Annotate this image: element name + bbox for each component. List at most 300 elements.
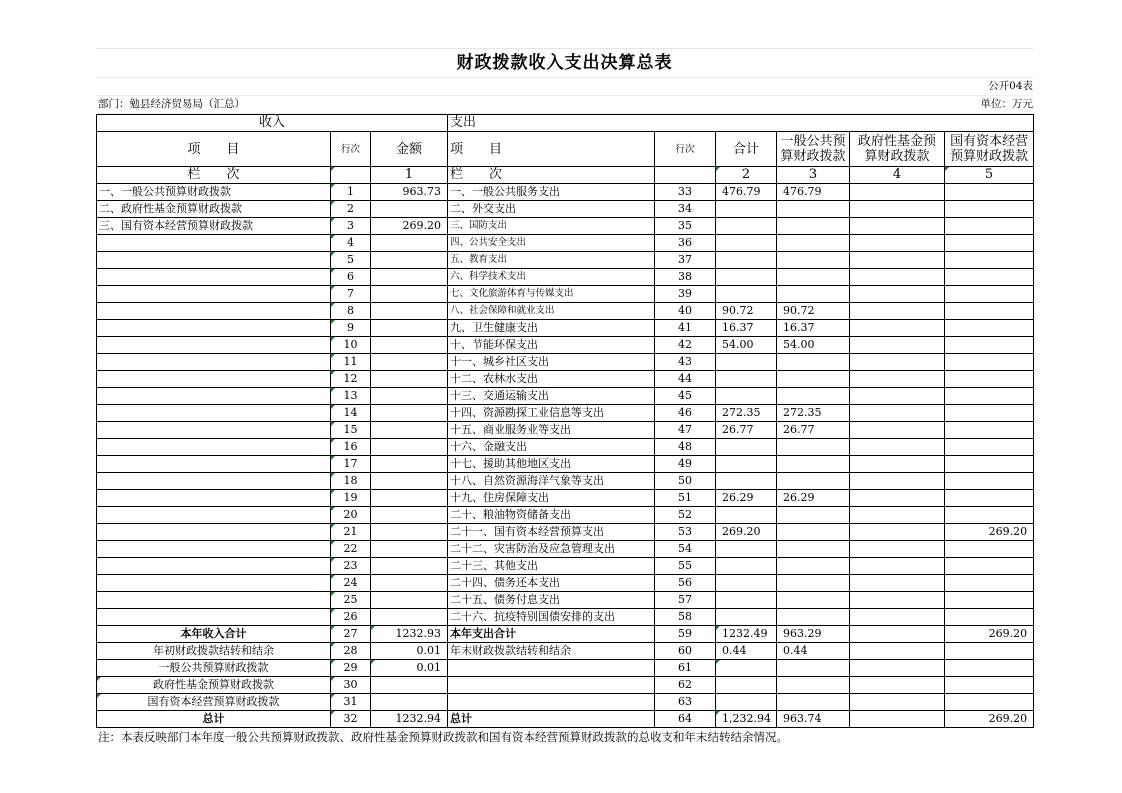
expense-item-header: 项 目	[448, 132, 655, 167]
total-amount	[716, 592, 777, 609]
income-amount	[371, 354, 448, 371]
capital-amount	[945, 303, 1034, 320]
income-amount	[371, 286, 448, 303]
general-amount	[777, 218, 850, 235]
income-line: 25	[331, 592, 371, 609]
expense-item	[448, 677, 655, 694]
income-header: 收入	[97, 115, 448, 132]
table-row	[97, 218, 1034, 235]
expense-item: 六、科学技术支出	[448, 269, 655, 286]
expense-line: 49	[655, 456, 716, 473]
total-amount	[716, 439, 777, 456]
expense-item: 十三、交通运输支出	[448, 388, 655, 405]
income-item	[97, 473, 331, 490]
income-item	[97, 354, 331, 371]
income-line: 15	[331, 422, 371, 439]
expense-line: 57	[655, 592, 716, 609]
capital-amount	[945, 677, 1034, 694]
capital-amount	[945, 354, 1034, 371]
income-line: 4	[331, 235, 371, 252]
income-item: 一般公共预算财政拨款	[97, 660, 331, 677]
general-amount	[777, 541, 850, 558]
table-row	[97, 575, 1034, 592]
income-item: 本年收入合计	[97, 626, 331, 643]
column-1: 1	[371, 167, 448, 184]
fund-amount	[850, 303, 945, 320]
total-amount: 0.44	[716, 643, 777, 660]
expense-item: 三、国防支出	[448, 218, 655, 235]
capital-amount	[945, 405, 1034, 422]
fund-amount	[850, 660, 945, 677]
table-row	[97, 439, 1034, 456]
total-amount	[716, 677, 777, 694]
table-row	[97, 694, 1034, 711]
total-amount	[716, 269, 777, 286]
income-item: 三、国有资本经营预算财政拨款	[97, 218, 331, 235]
expense-item: 四、公共安全支出	[448, 235, 655, 252]
capital-amount	[945, 337, 1034, 354]
capital-amount	[945, 269, 1034, 286]
report-sheet	[96, 48, 1033, 745]
expense-item: 七、文化旅游体育与传媒支出	[448, 286, 655, 303]
capital-amount	[945, 490, 1034, 507]
income-amount	[371, 473, 448, 490]
fund-amount	[850, 218, 945, 235]
total-amount: 269.20	[716, 524, 777, 541]
general-amount	[777, 473, 850, 490]
table-row	[97, 405, 1034, 422]
fund-amount	[850, 609, 945, 626]
income-amount	[371, 422, 448, 439]
unit-label: 单位：万元	[980, 98, 1033, 110]
expense-item: 十、节能环保支出	[448, 337, 655, 354]
expense-item: 二十三、其他支出	[448, 558, 655, 575]
table-row	[97, 677, 1034, 694]
capital-amount	[945, 286, 1034, 303]
capital-amount	[945, 473, 1034, 490]
income-amount-header: 金额	[371, 132, 448, 167]
fund-amount	[850, 558, 945, 575]
fund-amount	[850, 405, 945, 422]
capital-amount	[945, 184, 1034, 201]
income-item	[97, 439, 331, 456]
total-amount	[716, 541, 777, 558]
table-row	[97, 643, 1034, 660]
income-amount	[371, 252, 448, 269]
table-row	[97, 235, 1034, 252]
expense-line: 33	[655, 184, 716, 201]
table-row	[97, 320, 1034, 337]
income-line: 21	[331, 524, 371, 541]
expense-header: 支出	[448, 115, 1034, 132]
income-line: 1	[331, 184, 371, 201]
expense-item: 十五、商业服务业等支出	[448, 422, 655, 439]
capital-amount: 269.20	[945, 711, 1034, 728]
income-amount	[371, 320, 448, 337]
total-amount: 26.77	[716, 422, 777, 439]
form-number: 公开04表	[988, 80, 1033, 92]
budget-table	[96, 114, 1034, 728]
total-amount	[716, 456, 777, 473]
income-line: 24	[331, 575, 371, 592]
income-line: 19	[331, 490, 371, 507]
income-amount	[371, 490, 448, 507]
income-item	[97, 286, 331, 303]
capital-amount	[945, 371, 1034, 388]
capital-amount	[945, 558, 1034, 575]
fund-amount	[850, 643, 945, 660]
expense-line: 48	[655, 439, 716, 456]
fund-amount	[850, 269, 945, 286]
income-amount: 0.01	[371, 643, 448, 660]
income-amount	[371, 609, 448, 626]
table-row	[97, 660, 1034, 677]
column-number-row	[97, 167, 1034, 184]
expense-line: 44	[655, 371, 716, 388]
total-amount	[716, 609, 777, 626]
income-line: 5	[331, 252, 371, 269]
expense-line: 63	[655, 694, 716, 711]
total-amount: 1,232.94	[716, 711, 777, 728]
fund-amount	[850, 371, 945, 388]
income-line: 3	[331, 218, 371, 235]
total-amount	[716, 575, 777, 592]
expense-item: 九、卫生健康支出	[448, 320, 655, 337]
fund-amount	[850, 575, 945, 592]
total-amount: 1232.49	[716, 626, 777, 643]
capital-amount	[945, 575, 1034, 592]
expense-line: 54	[655, 541, 716, 558]
fund-amount	[850, 541, 945, 558]
table-row	[97, 507, 1034, 524]
general-amount	[777, 388, 850, 405]
table-row	[97, 286, 1034, 303]
income-line: 2	[331, 201, 371, 218]
income-line: 32	[331, 711, 371, 728]
total-amount: 54.00	[716, 337, 777, 354]
income-item	[97, 609, 331, 626]
expense-line: 53	[655, 524, 716, 541]
table-row	[97, 490, 1034, 507]
department-row	[96, 96, 1033, 114]
header-row-section	[97, 115, 1034, 132]
total-amount	[716, 507, 777, 524]
expense-item: 十四、资源勘探工业信息等支出	[448, 405, 655, 422]
general-amount: 963.29	[777, 626, 850, 643]
capital-amount: 269.20	[945, 626, 1034, 643]
total-header: 合计	[716, 132, 777, 167]
total-amount: 272.35	[716, 405, 777, 422]
general-amount	[777, 235, 850, 252]
fund-amount	[850, 354, 945, 371]
income-amount: 1232.93	[371, 626, 448, 643]
general-amount	[777, 592, 850, 609]
income-item: 一、一般公共预算财政拨款	[97, 184, 331, 201]
column-5: 5	[945, 167, 1034, 184]
income-item	[97, 541, 331, 558]
income-line: 11	[331, 354, 371, 371]
income-line: 16	[331, 439, 371, 456]
income-item	[97, 592, 331, 609]
expense-item: 十六、金融支出	[448, 439, 655, 456]
income-amount	[371, 388, 448, 405]
fund-amount	[850, 626, 945, 643]
income-item: 年初财政拨款结转和结余	[97, 643, 331, 660]
column-3: 3	[777, 167, 850, 184]
income-line: 20	[331, 507, 371, 524]
total-amount	[716, 218, 777, 235]
capital-amount	[945, 235, 1034, 252]
fund-amount	[850, 473, 945, 490]
general-amount	[777, 439, 850, 456]
general-amount: 26.29	[777, 490, 850, 507]
general-amount	[777, 201, 850, 218]
fund-amount	[850, 201, 945, 218]
capital-amount	[945, 507, 1034, 524]
total-amount	[716, 371, 777, 388]
capital-amount	[945, 609, 1034, 626]
income-line: 18	[331, 473, 371, 490]
table-row	[97, 592, 1034, 609]
income-amount	[371, 303, 448, 320]
general-amount: 90.72	[777, 303, 850, 320]
capital-amount	[945, 218, 1034, 235]
income-line: 7	[331, 286, 371, 303]
table-row	[97, 388, 1034, 405]
general-amount	[777, 286, 850, 303]
income-amount	[371, 507, 448, 524]
capital-amount: 269.20	[945, 524, 1034, 541]
general-amount: 0.44	[777, 643, 850, 660]
general-amount: 963.74	[777, 711, 850, 728]
income-item-header: 项 目	[97, 132, 331, 167]
income-amount: 1232.94	[371, 711, 448, 728]
expense-line: 38	[655, 269, 716, 286]
general-amount	[777, 677, 850, 694]
expense-line: 62	[655, 677, 716, 694]
table-row	[97, 524, 1034, 541]
report-title: 财政拨款收入支出决算总表	[96, 48, 1033, 78]
fund-amount	[850, 490, 945, 507]
income-item	[97, 422, 331, 439]
table-row	[97, 422, 1034, 439]
income-item	[97, 524, 331, 541]
fund-amount	[850, 388, 945, 405]
income-item	[97, 388, 331, 405]
fund-amount	[850, 286, 945, 303]
income-amount	[371, 456, 448, 473]
fund-amount	[850, 677, 945, 694]
total-amount: 26.29	[716, 490, 777, 507]
form-number-row	[96, 78, 1033, 96]
general-amount: 272.35	[777, 405, 850, 422]
total-amount: 476.79	[716, 184, 777, 201]
table-row	[97, 201, 1034, 218]
general-amount	[777, 694, 850, 711]
income-item	[97, 490, 331, 507]
expense-item: 十七、援助其他地区支出	[448, 456, 655, 473]
general-budget-header: 一般公共预算财政拨款	[777, 132, 850, 167]
income-item	[97, 235, 331, 252]
income-amount	[371, 694, 448, 711]
general-amount	[777, 524, 850, 541]
income-item	[97, 252, 331, 269]
fund-amount	[850, 320, 945, 337]
table-row	[97, 371, 1034, 388]
expense-line: 39	[655, 286, 716, 303]
fund-amount	[850, 422, 945, 439]
expense-item	[448, 660, 655, 677]
income-amount: 269.20	[371, 218, 448, 235]
expense-item: 八、社会保障和就业支出	[448, 303, 655, 320]
column-2: 2	[716, 167, 777, 184]
fund-amount	[850, 711, 945, 728]
income-amount: 0.01	[371, 660, 448, 677]
income-line: 23	[331, 558, 371, 575]
expense-item: 二十五、债务付息支出	[448, 592, 655, 609]
expense-line: 47	[655, 422, 716, 439]
income-amount	[371, 371, 448, 388]
total-amount	[716, 252, 777, 269]
expense-item: 二十二、灾害防治及应急管理支出	[448, 541, 655, 558]
table-row	[97, 558, 1034, 575]
expense-line: 52	[655, 507, 716, 524]
capital-amount	[945, 592, 1034, 609]
expense-item: 本年支出合计	[448, 626, 655, 643]
income-line: 29	[331, 660, 371, 677]
general-amount: 26.77	[777, 422, 850, 439]
header-row-columns	[97, 132, 1034, 167]
fund-amount	[850, 184, 945, 201]
income-amount	[371, 677, 448, 694]
table-row	[97, 626, 1034, 643]
expense-item: 五、教育支出	[448, 252, 655, 269]
capital-amount	[945, 694, 1034, 711]
income-line: 27	[331, 626, 371, 643]
expense-item: 二十四、债务还本支出	[448, 575, 655, 592]
capital-amount	[945, 660, 1034, 677]
table-row	[97, 456, 1034, 473]
general-amount	[777, 252, 850, 269]
expense-line: 58	[655, 609, 716, 626]
income-item	[97, 320, 331, 337]
expense-item: 十八、自然资源海洋气象等支出	[448, 473, 655, 490]
capital-amount	[945, 456, 1034, 473]
expense-item: 二十、粮油物资储备支出	[448, 507, 655, 524]
total-amount	[716, 201, 777, 218]
income-line: 6	[331, 269, 371, 286]
expense-line: 51	[655, 490, 716, 507]
income-item	[97, 303, 331, 320]
table-row	[97, 184, 1034, 201]
table-row	[97, 473, 1034, 490]
table-row	[97, 252, 1034, 269]
income-line: 26	[331, 609, 371, 626]
total-amount	[716, 660, 777, 677]
column-line-blank	[331, 167, 371, 184]
income-amount	[371, 592, 448, 609]
column-4: 4	[850, 167, 945, 184]
total-amount	[716, 694, 777, 711]
fund-amount	[850, 524, 945, 541]
capital-amount	[945, 388, 1034, 405]
income-amount	[371, 524, 448, 541]
income-item	[97, 269, 331, 286]
expense-line: 46	[655, 405, 716, 422]
column-label: 栏 次	[97, 167, 331, 184]
expense-item: 总计	[448, 711, 655, 728]
expense-line: 64	[655, 711, 716, 728]
table-row	[97, 269, 1034, 286]
expense-item: 二、外交支出	[448, 201, 655, 218]
general-amount: 476.79	[777, 184, 850, 201]
capital-budget-header: 国有资本经营预算财政拨款	[945, 132, 1034, 167]
expense-item: 十九、住房保障支出	[448, 490, 655, 507]
general-amount	[777, 371, 850, 388]
expense-line: 56	[655, 575, 716, 592]
income-item	[97, 558, 331, 575]
expense-line: 60	[655, 643, 716, 660]
expense-item	[448, 694, 655, 711]
expense-line: 59	[655, 626, 716, 643]
fund-amount	[850, 252, 945, 269]
general-amount	[777, 269, 850, 286]
general-amount	[777, 558, 850, 575]
income-line: 30	[331, 677, 371, 694]
fund-amount	[850, 337, 945, 354]
total-amount	[716, 235, 777, 252]
table-row	[97, 303, 1034, 320]
fund-amount	[850, 456, 945, 473]
expense-item: 二十六、抗疫特别国债安排的支出	[448, 609, 655, 626]
expense-item: 一、一般公共服务支出	[448, 184, 655, 201]
income-item	[97, 405, 331, 422]
income-line: 14	[331, 405, 371, 422]
expense-line: 40	[655, 303, 716, 320]
capital-amount	[945, 320, 1034, 337]
expense-item: 年末财政拨款结转和结余	[448, 643, 655, 660]
fund-amount	[850, 235, 945, 252]
footnote: 注：本表反映部门本年度一般公共预算财政拨款、政府性基金预算财政拨款和国有资本经营预算财政拨款的总收支和年末结转结余情况。	[98, 730, 788, 744]
total-amount	[716, 558, 777, 575]
capital-amount	[945, 252, 1034, 269]
expense-line: 43	[655, 354, 716, 371]
table-row	[97, 711, 1034, 728]
income-item	[97, 371, 331, 388]
income-line: 31	[331, 694, 371, 711]
capital-amount	[945, 201, 1034, 218]
income-line: 22	[331, 541, 371, 558]
income-amount	[371, 235, 448, 252]
income-line: 17	[331, 456, 371, 473]
income-amount	[371, 558, 448, 575]
expense-line: 55	[655, 558, 716, 575]
capital-amount	[945, 439, 1034, 456]
general-amount	[777, 660, 850, 677]
department-label: 部门：勉县经济贸易局（汇总）	[98, 98, 245, 110]
income-item	[97, 507, 331, 524]
income-item	[97, 337, 331, 354]
total-amount	[716, 388, 777, 405]
income-item: 二、政府性基金预算财政拨款	[97, 201, 331, 218]
expense-line: 50	[655, 473, 716, 490]
general-amount	[777, 354, 850, 371]
total-amount: 16.37	[716, 320, 777, 337]
income-amount	[371, 337, 448, 354]
capital-amount	[945, 541, 1034, 558]
column-label-2: 栏 次	[448, 167, 655, 184]
general-amount	[777, 575, 850, 592]
